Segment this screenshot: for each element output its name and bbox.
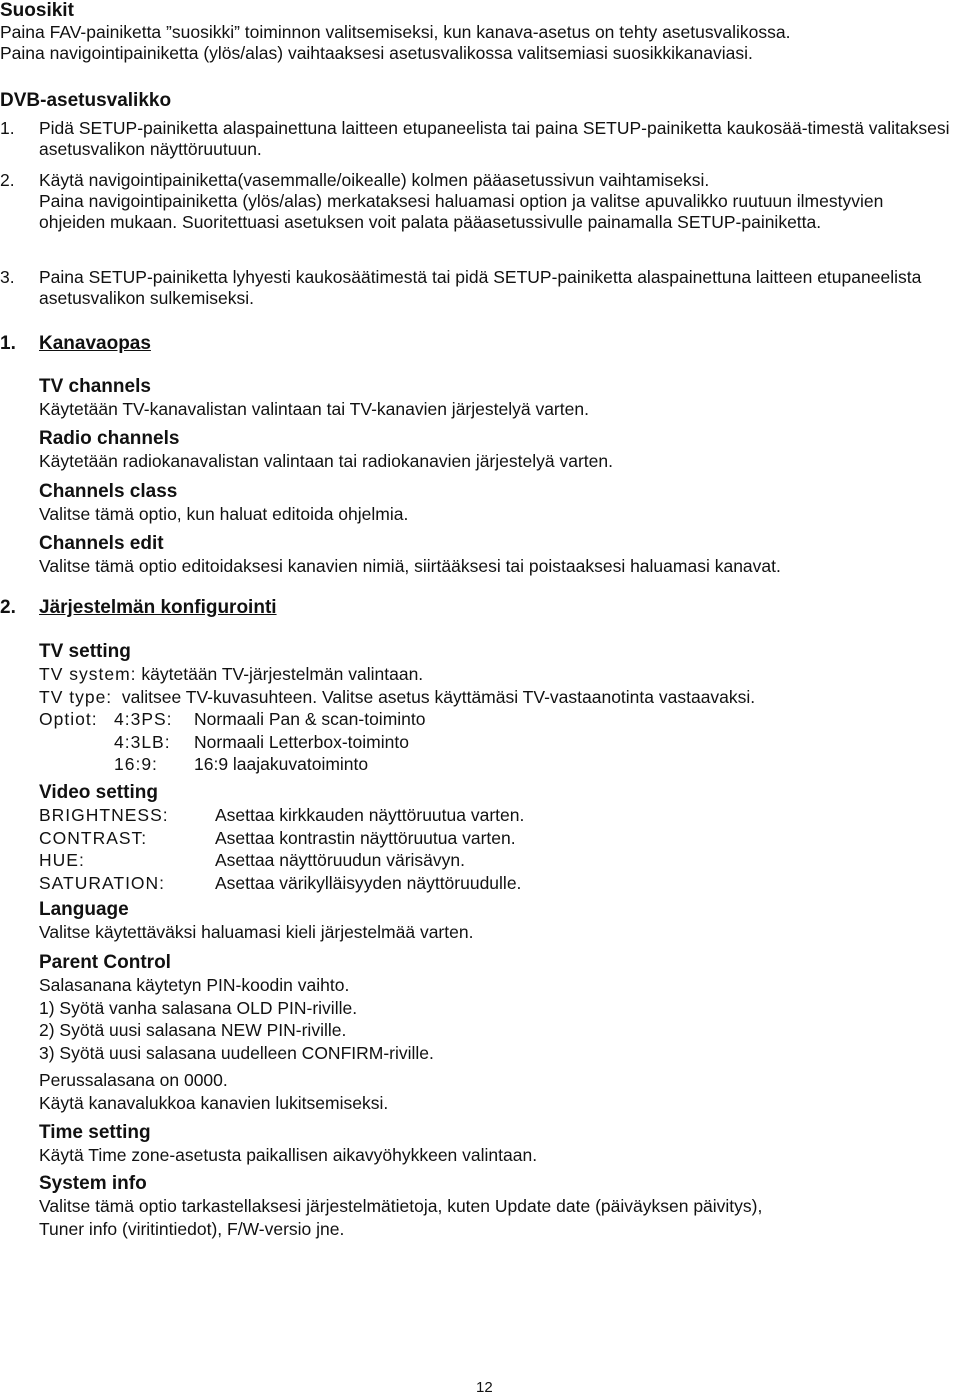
subheading-language: Language xyxy=(39,899,129,920)
lock-note: Käytä kanavalukkoa kanavien lukitsemiseksi. xyxy=(39,1092,389,1113)
step-number: 3. xyxy=(0,267,15,287)
step-text: Paina SETUP-painiketta lyhyesti kaukosäätimestä tai pidä SETUP-painiketta alaspainettuna laitteen etupaneelista asetusvalikon sulkemiseksi. xyxy=(39,267,922,308)
heading-jarjestelma xyxy=(0,597,277,619)
description: 1) Syötä vanha salasana OLD PIN-riville. xyxy=(39,997,358,1018)
section-dvb xyxy=(0,90,950,112)
section-suosikit xyxy=(0,0,950,64)
step-text-continued: Paina navigointipainiketta (ylös/alas) merkataksesi haluamasi option ja valitse apuvalikko ruutuun ilmestyvien ohjeiden mukaan. Suoritettuasi asetuksen voit palata pääasetussivulle painamalla SETUP-painiketta. xyxy=(39,191,884,232)
option-key: 16:9: xyxy=(114,754,158,774)
value: Asettaa näyttöruudun värisävyn. xyxy=(215,850,466,870)
video-row xyxy=(39,849,950,872)
label: BRIGHTNESS: xyxy=(39,805,169,825)
subheading-channels-edit: Channels edit xyxy=(39,533,164,554)
channels-class-block xyxy=(39,481,950,526)
subheading-system-info: System info xyxy=(39,1173,147,1194)
value: Asettaa kirkkauden näyttöruutua varten. xyxy=(215,805,525,825)
label: TV type: xyxy=(39,686,113,707)
value: käytetään TV-järjestelmän valintaan. xyxy=(141,664,424,684)
language-block xyxy=(39,899,950,944)
heading-kanavaopas xyxy=(0,333,151,355)
option-text: 16:9 laajakuvatoiminto xyxy=(194,754,369,774)
parent-control-notes xyxy=(39,1069,950,1114)
subheading-time-setting: Time setting xyxy=(39,1122,151,1143)
option-key: 4:3LB: xyxy=(114,731,171,752)
description: Käytetään radiokanavalistan valintaan tai radiokanavien järjestelyä varten. xyxy=(39,451,613,471)
video-row xyxy=(39,804,950,827)
paragraph-line: Paina navigointipainiketta (ylös/alas) vaihtaaksesi asetusvalikossa valitsemiasi suosikkikanaviasi. xyxy=(0,43,753,63)
page-number: 12 xyxy=(476,1379,493,1396)
channels-edit-block xyxy=(39,533,950,578)
paragraph-line: Paina FAV-painiketta ”suosikki” toiminnon valitsemiseksi, kun kanava-asetus on tehty asetusvalikossa. xyxy=(0,22,791,42)
video-row xyxy=(39,827,950,850)
value: Asettaa värikylläisyyden näyttöruudulle. xyxy=(215,872,522,893)
section-title: Kanavaopas xyxy=(39,333,151,354)
value: Asettaa kontrastin näyttöruutua varten. xyxy=(215,827,516,848)
time-setting-block xyxy=(39,1122,950,1167)
label: Optiot: xyxy=(39,709,98,729)
description: Valitse tämä optio, kun haluat editoida ohjelmia. xyxy=(39,504,409,524)
description: 3) Syötä uusi salasana uudelleen CONFIRM-riville. xyxy=(39,1042,434,1063)
section-number: 1. xyxy=(0,333,16,354)
description: Käytä Time zone-asetusta paikallisen aikavyöhykkeen valintaan. xyxy=(39,1145,538,1165)
description: 2) Syötä uusi salasana NEW PIN-riville. xyxy=(39,1020,347,1040)
options-line xyxy=(39,753,950,776)
step-text: Pidä SETUP-painiketta alaspainettuna laitteen etupaneelista tai paina SETUP-painiketta kaukosää-timestä valitaksesi asetusvalikon näyttöruutuun. xyxy=(39,118,950,159)
options-line xyxy=(39,708,950,731)
default-password: Perussalasana on 0000. xyxy=(39,1070,228,1090)
label: CONTRAST: xyxy=(39,827,148,848)
value: valitsee TV-kuvasuhteen. Valitse asetus käyttämäsi TV-vastaanotinta vastaavaksi. xyxy=(121,686,756,707)
tv-type-line xyxy=(39,686,950,709)
subheading-channels-class: Channels class xyxy=(39,481,178,502)
heading-dvb: DVB-asetusvalikko xyxy=(0,90,172,111)
radio-channels-block xyxy=(39,428,950,473)
tv-channels-block xyxy=(39,376,950,421)
video-setting-block xyxy=(39,782,950,894)
section-title: Järjestelmän konfigurointi xyxy=(39,597,277,618)
tv-setting-block xyxy=(39,641,950,776)
description: Tuner info (viritintiedot), F/W-versio jne. xyxy=(39,1218,345,1239)
description: Valitse tämä optio editoidaksesi kanavien nimiä, siirtääksesi tai poistaaksesi haluamasi kanavat. xyxy=(39,556,781,576)
step-number: 1. xyxy=(0,118,15,138)
label: HUE: xyxy=(39,850,85,870)
subheading-video-setting: Video setting xyxy=(39,782,158,803)
video-row xyxy=(39,872,950,895)
subheading-parent-control: Parent Control xyxy=(39,952,171,973)
option-key: 4:3PS: xyxy=(114,709,173,729)
tv-system-line xyxy=(39,663,950,686)
system-info-block xyxy=(39,1173,950,1240)
options-line xyxy=(39,731,950,754)
parent-control-block xyxy=(39,952,950,1064)
option-text: Normaali Letterbox-toiminto xyxy=(194,731,409,752)
description: Salasanana käytetyn PIN-koodin vaihto. xyxy=(39,975,350,995)
description: Käytetään TV-kanavalistan valintaan tai TV-kanavien järjestelyä varten. xyxy=(39,399,589,419)
step-number: 2. xyxy=(0,170,15,190)
dvb-step-2 xyxy=(0,170,950,233)
description: Valitse tämä optio tarkastellaksesi järjestelmätietoja, kuten Update date (päiväyksen päivitys), xyxy=(39,1196,763,1216)
subheading-tv-channels: TV channels xyxy=(39,376,151,397)
label: SATURATION: xyxy=(39,872,166,893)
option-text: Normaali Pan & scan-toiminto xyxy=(194,709,426,729)
label: TV system: xyxy=(39,664,137,684)
step-text: Käytä navigointipainiketta(vasemmalle/oikealle) kolmen pääasetussivun vaihtamiseksi. xyxy=(39,170,710,190)
heading-suosikit: Suosikit xyxy=(0,0,74,21)
section-number: 2. xyxy=(0,597,16,618)
subheading-tv-setting: TV setting xyxy=(39,641,131,662)
dvb-step-1 xyxy=(0,118,950,160)
description: Valitse käytettäväksi haluamasi kieli järjestelmää varten. xyxy=(39,922,474,942)
dvb-step-3 xyxy=(0,267,950,309)
subheading-radio-channels: Radio channels xyxy=(39,428,180,449)
